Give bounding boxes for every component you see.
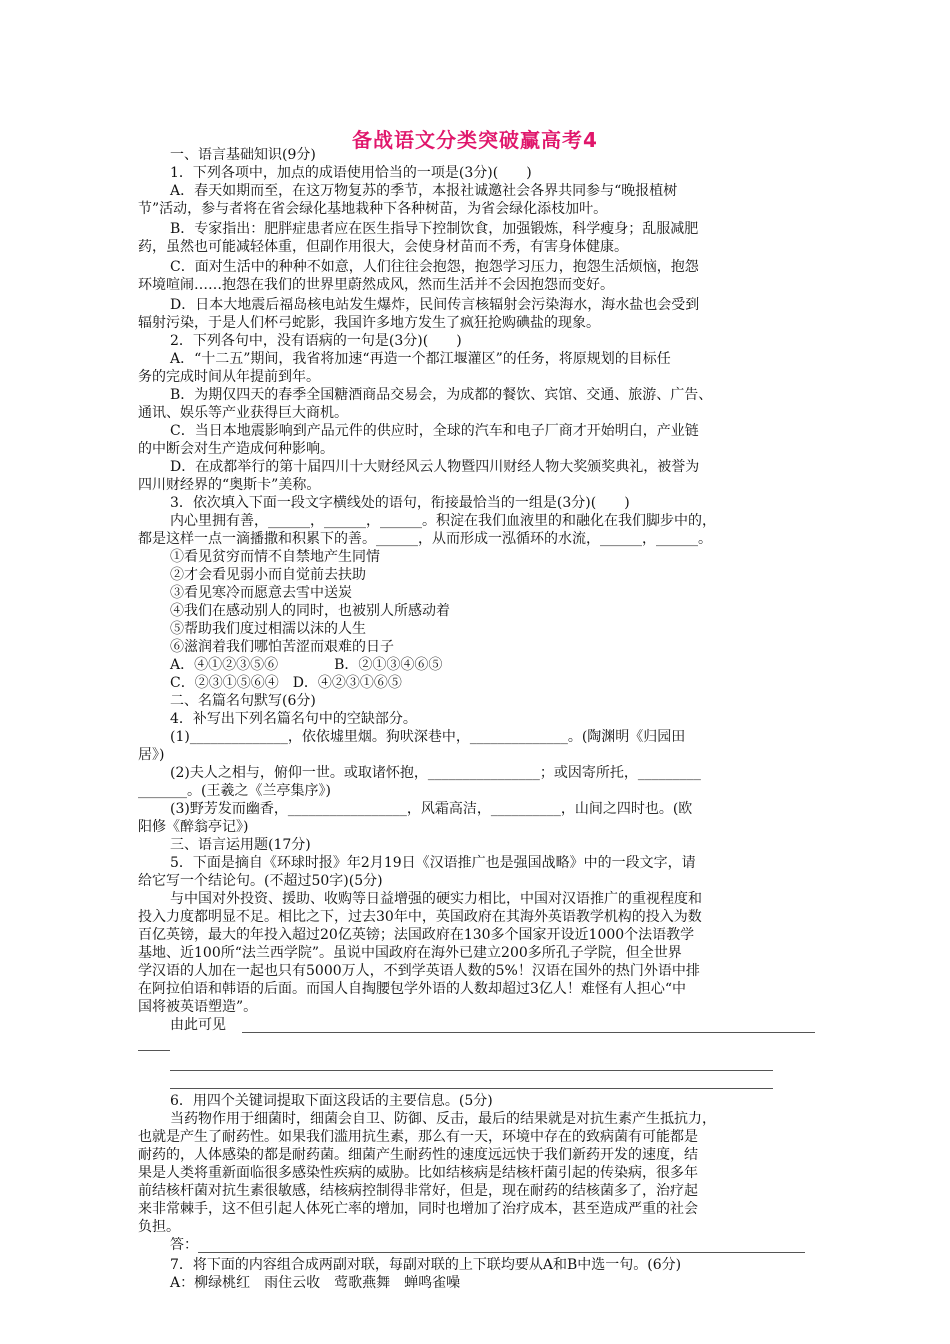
- fill-blank-line: (2)夫人之相与，俯仰一世。或取诸怀抱，________________；或因寄所托，_________: [170, 765, 701, 781]
- option-line: B．专家指出：肥胖症患者应在医生指导下控制饮食，加强锻炼，科学瘦身；乱服减肥: [170, 221, 699, 237]
- answer-rule: [170, 1070, 773, 1071]
- section-heading: 二、名篇名句默写(6分): [170, 693, 316, 709]
- question-stem: 给它写一个结论句。(不超过50字)(5分): [138, 873, 383, 889]
- passage-line: 在阿拉伯语和韩语的后面。而国人自掏腰包学外语的人数却超过3亿人！难怪有人担心“中: [138, 981, 687, 997]
- passage-line: 内心里拥有善，______，______，______。积淀在我们血液里的和融化在我们脚步中的，: [170, 513, 716, 529]
- choice-item: ③看见寒冷而愿意去雪中送炭: [170, 585, 352, 601]
- question-stem: 7．将下面的内容组合成两副对联，每副对联的上下联均要从A和B中选一句。(6分): [170, 1257, 682, 1273]
- question-stem: 3．依次填入下面一段文字横线处的语句，衔接最恰当的一组是(3分)( ): [170, 495, 630, 511]
- option-line: 药，虽然也可能减轻体重，但副作用很大，会使身材苗而不秀，有害身体健康。: [138, 239, 628, 255]
- question-stem: 2．下列各句中，没有语病的一句是(3分)( ): [170, 333, 462, 349]
- passage-line: 与中国对外投资、援助、收购等日益增强的硬实力相比，中国对汉语推广的重视程度和: [170, 891, 702, 907]
- question-stem: 4．补写出下列名篇名句中的空缺部分。: [170, 711, 417, 727]
- option-line: D．日本大地震后福岛核电站发生爆炸，民间传言核辐射会污染海水，海水盐也会受到: [170, 297, 700, 313]
- answer-options: A．④①②③⑤⑥ B．②①③④⑥⑤: [170, 657, 443, 673]
- fill-blank-line: 阳修《醉翁亭记》): [138, 819, 249, 835]
- passage-line: 百亿英镑，最大的年投入超过20亿英镑；法国政府在130多个国家开设近1000个法语教学: [138, 927, 695, 943]
- answer-prompt: 答：: [170, 1237, 198, 1253]
- option-line: 的中断会对生产造成何种影响。: [138, 441, 334, 457]
- choice-item: ①看见贫穷而情不自禁地产生同情: [170, 549, 380, 565]
- question-stem: 5．下面是摘自《环球时报》年2月19日《汉语推广也是强国战略》中的一段文字，请: [170, 855, 696, 871]
- passage-line: 果是人类将重新面临很多感染性疾病的威胁。比如结核病是结核杆菌引起的传染病，很多年: [138, 1165, 698, 1181]
- question-stem: 1．下列各项中，加点的成语使用恰当的一项是(3分)( ): [170, 165, 532, 181]
- fill-blank-line: _______。(王羲之《兰亭集序》): [138, 783, 331, 799]
- section-heading: 三、语言运用题(17分): [170, 837, 311, 853]
- option-line: A．春天如期而至，在这万物复苏的季节，本报社诚邀社会各界共同参与“晚报植树: [170, 183, 678, 199]
- answer-prompt: 由此可见: [170, 1017, 226, 1033]
- passage-line: 国将被英语塑造”。: [138, 999, 258, 1015]
- option-line: 节”活动，参与者将在省会绿化基地栽种下各种树苗，为省会绿化添枝加叶。: [138, 201, 608, 217]
- option-line: C．当日本地震影响到产品元件的供应时，全球的汽车和电子厂商才开始明白，产业链: [170, 423, 699, 439]
- answer-rule: [170, 1088, 773, 1089]
- fill-blank-line: 居》): [138, 747, 165, 763]
- option-line: B．为期仅四天的春季全国糖酒商品交易会，为成都的餐饮、宾馆、交通、旅游、广告、: [170, 387, 713, 403]
- section-heading: 一、语言基础知识(9分): [170, 147, 316, 163]
- passage-line: 学汉语的人加在一起也只有5000万人，不到学英语人数的5%！汉语在国外的热门外语中排: [138, 963, 700, 979]
- choice-item: ⑥滋润着我们哪怕苦涩而艰难的日子: [170, 639, 394, 655]
- answer-rule: [198, 1252, 805, 1253]
- passage-line: 当药物作用于细菌时，细菌会自卫、防御、反击，最后的结果就是对抗生素产生抵抗力，: [170, 1111, 716, 1127]
- passage-line: 前结核杆菌对抗生素很敏感，结核病控制得非常好，但是，现在耐药的结核菌多了，治疗起: [138, 1183, 698, 1199]
- option-line: A．“十二五”期间，我省将加速“再造一个都江堰灌区”的任务，将原规划的目标任: [170, 351, 671, 367]
- answer-rule: [138, 1050, 170, 1051]
- choice-item: ⑤帮助我们度过相濡以沫的人生: [170, 621, 366, 637]
- option-line: 环境喧闹……抱怨在我们的世界里蔚然成风，然而生活并不会因抱怨而变好。: [138, 277, 614, 293]
- answer-options: C．②③①⑤⑥④ D．④②③①⑥⑤: [170, 675, 402, 691]
- option-line: 务的完成时间从年提前到年。: [138, 369, 320, 385]
- passage-line: 都是这样一点一滴播撒和积累下的善。______，从而形成一泓循环的水流，______，______。: [138, 531, 712, 547]
- option-line: C．面对生活中的种种不如意，人们往往会抱怨，抱怨学习压力，抱怨生活烦恼，抱怨: [170, 259, 699, 275]
- passage-line: 也就是产生了耐药性。如果我们滥用抗生素，那么有一天，环境中存在的致病菌有可能都是: [138, 1129, 698, 1145]
- choice-item: ②才会看见弱小而自觉前去扶助: [170, 567, 366, 583]
- passage-line: 投入力度都明显不足。相比之下，过去30年中，英国政府在其海外英语教学机构的投入为数: [138, 909, 702, 925]
- answer-rule: [242, 1032, 815, 1033]
- question-stem: 6．用四个关键词提取下面这段话的主要信息。(5分): [170, 1093, 493, 1109]
- option-line: 通讯、娱乐等产业获得巨大商机。: [138, 405, 348, 421]
- passage-line: 基地、近100所“法兰西学院”。虽说中国政府在海外已建立200多所孔子学院，但全世界: [138, 945, 682, 961]
- choice-item: ④我们在感动别人的同时，也被别人所感动着: [170, 603, 450, 619]
- passage-line: 负担。: [138, 1219, 180, 1235]
- option-line: 辐射污染，于是人们杯弓蛇影，我国许多地方发生了疯狂抢购碘盐的现象。: [138, 315, 600, 331]
- passage-line: 耐药的，人体感染的都是耐药菌。细菌产生耐药性的速度远远快于我们新药开发的速度，结: [138, 1147, 698, 1163]
- fill-blank-line: (3)野芳发而幽香，_________________，风霜高洁，__________，山间之四时也。(欧: [170, 801, 693, 817]
- option-line: D．在成都举行的第十届四川十大财经风云人物暨四川财经人物大奖颁奖典礼，被誉为: [170, 459, 700, 475]
- option-line: 四川财经界的“奥斯卡”美称。: [138, 477, 321, 493]
- page-title: 备战语文分类突破赢高考4: [352, 128, 598, 152]
- fill-blank-line: (1)______________，依依墟里烟。狗吠深巷中，______________。(陶渊明《归园田: [170, 729, 686, 745]
- passage-line: 来非常棘手，这不但引起人体死亡率的增加，同时也增加了治疗成本，甚至造成严重的社会: [138, 1201, 698, 1217]
- option-line: A：柳绿桃红 雨住云收 莺歌燕舞 蝉鸣雀噪: [170, 1275, 461, 1291]
